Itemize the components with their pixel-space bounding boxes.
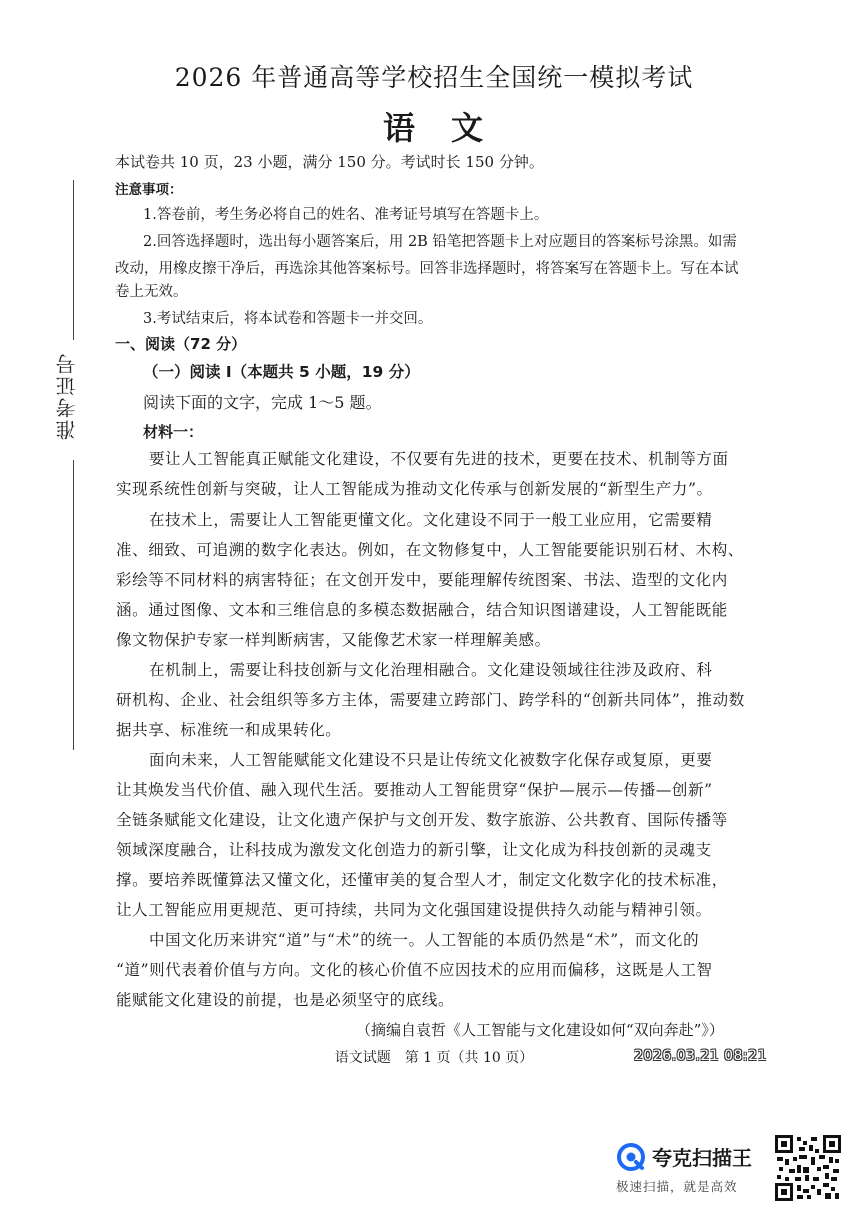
passage-line: 让其焕发当代价值、融入现代生活。要推动人工智能贯穿“保护—展示—传播—创新” [116,781,713,799]
passage-line: 彩绘等不同材料的病害特征；在文创开发中，要能理解传统图案、书法、造型的文化内 [116,571,728,589]
passage-line: 研机构、企业、社会组织等多方主体，需要建立跨部门、跨学科的“创新共同体”，推动数 [116,691,745,709]
notice-line: 1.答卷前，考生务必将自己的姓名、准考证号填写在答题卡上。 [143,207,549,223]
notice-line: 改动，用橡皮擦干净后，再选涂其他答案标号。回答非选择题时，将答案写在答题卡上。写在本试 [115,261,739,277]
candidate-number-label: 准考证号 [55,352,79,440]
passage-line: 面向未来，人工智能赋能文化建设不只是让传统文化被数字化保存或复原，更要 [149,751,713,769]
passage-line: 让人工智能应用更规范、更可持续，共同为文化强国建设提供持久动能与精神引领。 [116,901,712,919]
scanner-slogan: 极速扫描，就是高效 [616,1179,738,1194]
source-citation: （摘编自袁哲《人工智能与文化建设如何“双向奔赴”》） [356,1021,724,1039]
passage-line: 全链条赋能文化建设，让文化遗产保护与文创开发、数字旅游、公共教育、国际传播等 [116,811,728,829]
passage-line: 在技术上，需要让人工智能更懂文化。文化建设不同于一般工业应用，它需要精 [149,511,713,529]
page-footer: 语文试题 第 1 页（共 10 页） [334,1050,534,1066]
passage-line: 中国文化历来讲究“道”与“术”的统一。人工智能的本质仍然是“术”，而文化的 [149,931,700,949]
binding-line-upper [73,180,74,340]
binding-line-lower [73,460,74,750]
scan-timestamp: 2026.03.21 08:21 [634,1048,767,1064]
passage-line: 涵。通过图像、文本和三维信息的多模态数据融合，结合知识图谱建设，人工智能既能 [116,601,728,619]
exam-info: 本试卷共 10 页，23 小题，满分 150 分。考试时长 150 分钟。 [115,153,544,171]
passage-line: 准、细致、可追溯的数字化表达。例如，在文物修复中，人工智能要能识别石材、木构、 [116,541,744,559]
passage-line: “道”则代表着价值与方向。文化的核心价值不应因技术的应用而偏移，这既是人工智 [116,961,713,979]
quark-logo-icon [617,1143,645,1171]
passage-line: 撑。要培养既懂算法又懂文化，还懂审美的复合型人才，制定文化数字化的技术标准， [116,871,728,889]
scanner-app-name: 夸克扫描王 [652,1146,752,1170]
notice-line: 3.考试结束后，将本试卷和答题卡一并交回。 [143,311,433,327]
material-label: 材料一： [143,423,204,441]
subsection-title: （一）阅读 I（本题共 5 小题，19 分） [143,363,420,381]
section-title: 一、阅读（72 分） [115,335,247,353]
exam-title: 2026 年普通高等学校招生全国统一模拟考试 [174,63,694,92]
notice-line: 卷上无效。 [115,284,188,300]
notice-line: 2.回答选择题时，选出每小题答案后，用 2B 铅笔把答题卡上对应题目的答案标号涂黑。如需 [143,234,737,250]
passage-line: 像文物保护专家一样判断病害，又能像艺术家一样理解美感。 [116,631,551,649]
reading-instruction: 阅读下面的文字，完成 1～5 题。 [143,393,382,412]
notice-heading: 注意事项： [115,182,183,198]
qr-code-icon [775,1135,841,1201]
passage-line: 据共享、标准统一和成果转化。 [116,721,342,739]
passage-line: 领域深度融合，让科技成为激发文化创造力的新引擎，让文化成为科技创新的灵魂支 [116,841,712,859]
passage-line: 实现系统性创新与突破，让人工智能成为推动文化传承与创新发展的“新型生产力”。 [116,480,713,498]
subject-title: 语 文 [382,109,485,147]
scanner-watermark [614,1137,774,1197]
passage-line: 能赋能文化建设的前提，也是必须坚守的底线。 [116,991,455,1009]
passage-line: 在机制上，需要让科技创新与文化治理相融合。文化建设领域往往涉及政府、科 [149,661,713,679]
passage-line: 要让人工智能真正赋能文化建设，不仅要有先进的技术，更要在技术、机制等方面 [149,450,729,468]
